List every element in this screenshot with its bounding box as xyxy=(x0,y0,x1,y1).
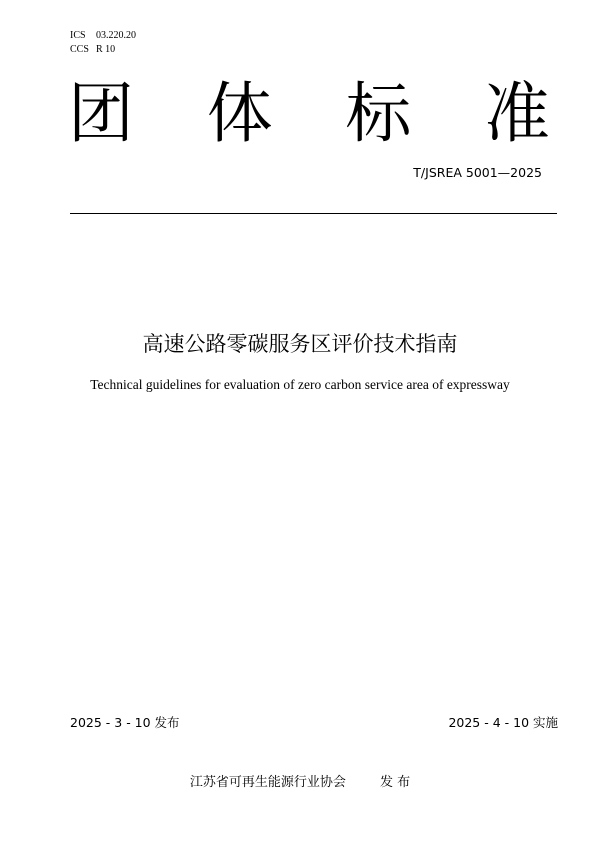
ccs-label: CCS xyxy=(70,44,89,55)
ccs-classification xyxy=(70,44,115,56)
ics-label: ICS xyxy=(70,30,86,41)
ics-code: 03.220.20 xyxy=(96,30,136,41)
publisher-line xyxy=(0,775,600,791)
publisher-name: 江苏省可再生能源行业协会 xyxy=(189,775,346,790)
standard-number: T/JSREA 5001—2025 xyxy=(413,165,542,180)
implementation-date: 2025 - 4 - 10 实施 xyxy=(448,715,558,730)
title-char: 团 xyxy=(68,75,134,152)
ics-classification xyxy=(70,30,136,42)
publish-label: 发 布 xyxy=(379,775,411,790)
standard-title-english: Technical guidelines for evaluation of zero carbon service area of expressway xyxy=(90,377,510,392)
header-divider xyxy=(70,213,557,214)
title-char: 准 xyxy=(483,75,550,152)
title-char: 标 xyxy=(345,75,412,152)
title-char: 体 xyxy=(206,75,273,152)
issue-date: 2025 - 3 - 10 发布 xyxy=(70,715,180,730)
ccs-code: R 10 xyxy=(96,44,116,55)
standard-title-chinese: 高速公路零碳服务区评价技术指南 xyxy=(142,332,458,356)
document-type-title xyxy=(68,74,550,154)
